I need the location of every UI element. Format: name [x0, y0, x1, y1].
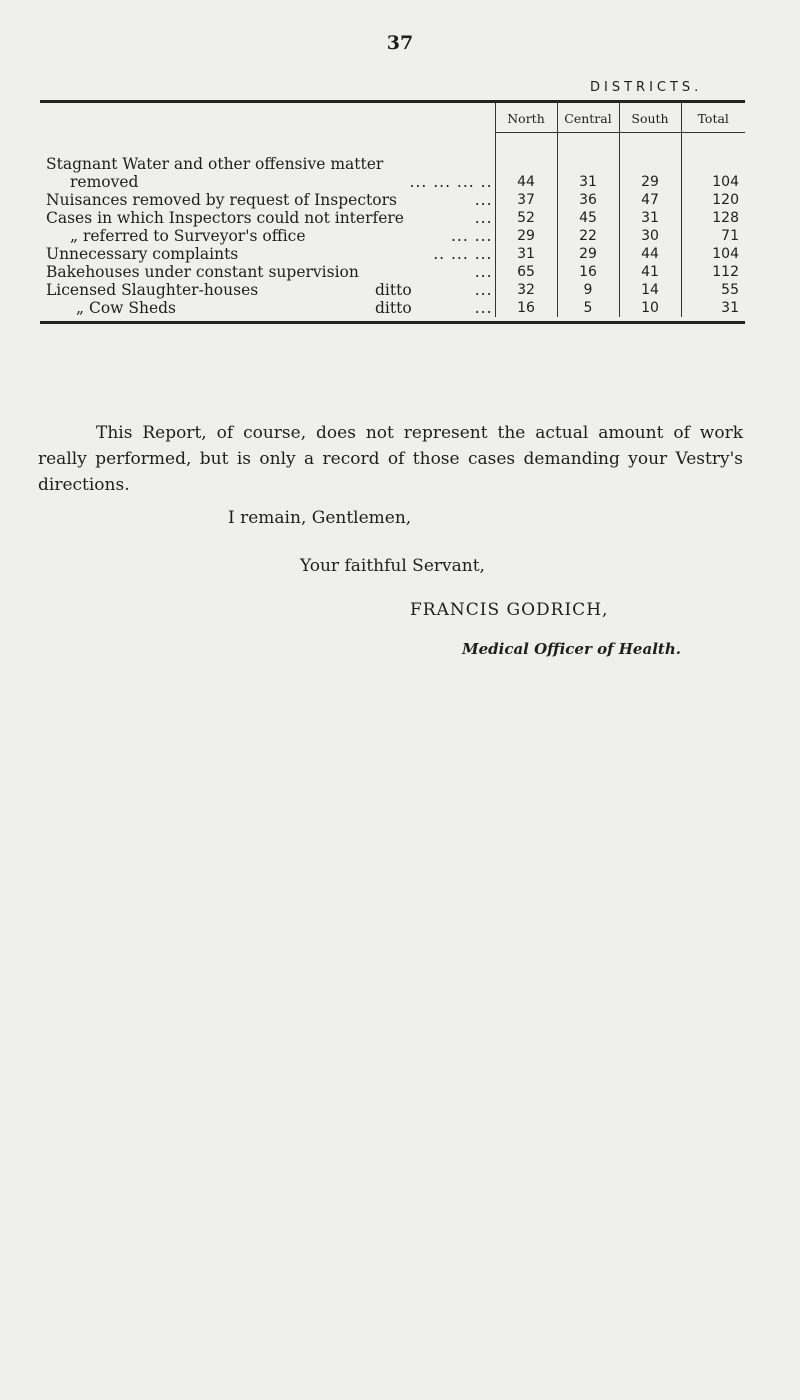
signature-name: FRANCIS GODRICH,: [410, 600, 609, 620]
note-paragraph: This Report, of course, does not represent the actual amount of work really performed, but is only a record of those cases demanding your Vestry's directions.: [38, 423, 743, 495]
cell-central: 5: [557, 299, 619, 317]
cell-central: 22: [557, 227, 619, 245]
row-label: Bakehouses under constant supervision ...: [46, 263, 493, 281]
signature-title: Medical Officer of Health.: [462, 640, 681, 658]
cell-south: 10: [619, 299, 681, 317]
report-note: [38, 420, 743, 498]
table-row: [40, 209, 745, 227]
row-label: Nuisances removed by request of Inspectors ...: [46, 191, 493, 209]
table-row: [40, 263, 745, 281]
row-label: „ Cow Sheds ditto ...: [76, 299, 493, 317]
cell-south: 47: [619, 191, 681, 209]
cell-north: 52: [495, 209, 557, 227]
row-label: Stagnant Water and other offensive matter: [46, 155, 384, 173]
cell-total: 31: [681, 299, 745, 317]
leader-dots: ...: [474, 209, 493, 227]
leader-dots: ...: [474, 299, 493, 317]
header-blank: [40, 103, 495, 133]
cell-total: 71: [681, 227, 745, 245]
cell-north: 31: [495, 245, 557, 263]
column-header: South: [619, 103, 681, 133]
closing-salutation: I remain, Gentlemen,: [228, 508, 412, 528]
cell-south: 44: [619, 245, 681, 263]
cell-north: 32: [495, 281, 557, 299]
column-header: Central: [557, 103, 619, 133]
row-label: Unnecessary complaints .. ... ...: [46, 245, 493, 263]
cell-central: 36: [557, 191, 619, 209]
cell-central: 31: [557, 173, 619, 191]
statistics-table: [40, 103, 745, 317]
cell-south: 31: [619, 209, 681, 227]
cell-total: 120: [681, 191, 745, 209]
leader-dots: ...: [474, 263, 493, 281]
cell-north: 37: [495, 191, 557, 209]
column-header: Total: [681, 103, 745, 133]
cell-north: 44: [495, 173, 557, 191]
table-row: [40, 191, 745, 209]
statistics-table-wrapper: [40, 100, 745, 324]
table-header-row: [40, 103, 745, 133]
ditto-mark: ditto: [375, 281, 412, 299]
districts-heading: DISTRICTS.: [590, 80, 703, 95]
cell-south: 41: [619, 263, 681, 281]
cell-total: 55: [681, 281, 745, 299]
leader-dots: ...: [474, 281, 493, 299]
page-number: 37: [386, 32, 414, 54]
cell-central: 9: [557, 281, 619, 299]
table-row: [40, 227, 745, 245]
table-row: [40, 173, 745, 191]
leader-dots: ... ... ... ..: [409, 173, 493, 191]
cell-total: 104: [681, 173, 745, 191]
cell-central: 16: [557, 263, 619, 281]
table-row: [40, 299, 745, 317]
leader-dots: .. ... ...: [433, 245, 493, 263]
table-row: [40, 245, 745, 263]
column-header: North: [495, 103, 557, 133]
cell-total: 128: [681, 209, 745, 227]
cell-south: 30: [619, 227, 681, 245]
cell-north: 29: [495, 227, 557, 245]
cell-central: 45: [557, 209, 619, 227]
row-label: Cases in which Inspectors could not interfere ...: [46, 209, 493, 227]
cell-north: 65: [495, 263, 557, 281]
cell-south: 29: [619, 173, 681, 191]
cell-central: 29: [557, 245, 619, 263]
ditto-mark: ditto: [375, 299, 412, 317]
row-label: „ referred to Surveyor's office ... ...: [70, 227, 493, 245]
cell-south: 14: [619, 281, 681, 299]
table-row: [40, 155, 745, 173]
leader-dots: ... ...: [451, 227, 493, 245]
row-label: Licensed Slaughter-houses ditto ...: [46, 281, 493, 299]
cell-north: 16: [495, 299, 557, 317]
table-row: [40, 281, 745, 299]
table-spacer-row: [40, 133, 745, 156]
leader-dots: ...: [474, 191, 493, 209]
closing-servant: Your faithful Servant,: [300, 556, 485, 576]
cell-total: 104: [681, 245, 745, 263]
cell-total: 112: [681, 263, 745, 281]
row-label: removed ... ... ... ..: [70, 173, 493, 191]
table-bottom-rule: [40, 321, 745, 324]
